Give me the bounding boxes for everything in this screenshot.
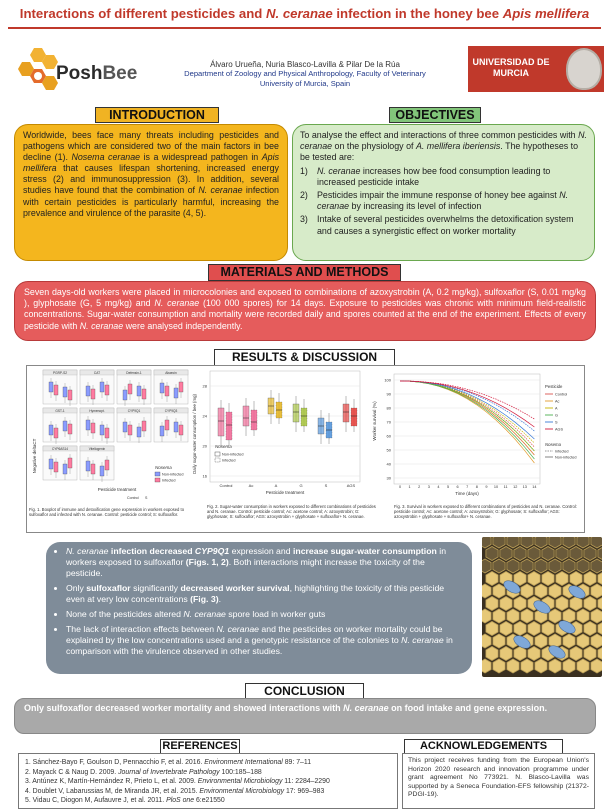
fig1-box (137, 427, 141, 437)
objective-number: 2) (300, 190, 308, 201)
fig1-box (105, 460, 109, 470)
comb-cell (577, 659, 589, 673)
comb-cell (549, 584, 561, 598)
fig1-panel-title: Abaecin (165, 370, 177, 375)
findings-box (46, 542, 472, 674)
fig1-y-axis-label: Negative deltaCT (32, 438, 37, 474)
comb-cell (549, 559, 561, 573)
fig3-y-tick: 40 (386, 461, 391, 467)
fig1-panel-title: Defensin-1 (126, 370, 142, 375)
fig3-legend-infected: Infected (555, 449, 569, 454)
introduction-text: Worldwide, bees face many threats including pesticides and pathogens which are considered two of the main factors in bee decline (1). Nosema ceranae is a widespread pathogen in Apis mellifera that causes lifespan shortening, increased energy stress (2) and immunosuppression (3). In addition, several studies have found that the combination of N. ceranae infection with certain pesticides is particularly harmful, increasing the prevalence and virulence of the parasite (4, 5). (23, 130, 280, 218)
comb-cell (535, 584, 547, 598)
fig1-box (86, 420, 90, 430)
fig1-panel (80, 446, 114, 482)
fig1-caption: Fig. 1. Boxplot of immune and detoxification gene expression in workers exposed to sulfoxaflor and infected with N. ceranae. Control: pesticide control; S: sulfoxaflor. (29, 507, 185, 517)
fig2-x-tick: Ac (248, 483, 254, 488)
fig1-box (174, 388, 178, 398)
comb-cell (521, 659, 533, 673)
comb-cell (542, 547, 554, 561)
conclusion-pathogen: N. ceranae (343, 703, 389, 713)
fig1-box (179, 425, 183, 435)
finding-item: • Only sulfoxaflor significantly decreased worker survival, highlighting the toxicity of this pesticide even at very low concentrations (Fig. 3). (66, 583, 462, 605)
methods-heading: MATERIALS AND METHODS (208, 264, 401, 281)
fig3-x-axis-label: Time (days) (455, 491, 479, 496)
fig1-box (128, 384, 132, 394)
figures-svg (27, 366, 584, 532)
comb-cell (584, 647, 596, 661)
fig2-y-tick: 16 (202, 473, 207, 479)
fig1-panel-title: CYP9Q1 (127, 408, 141, 413)
poshbee-wordmark: PoshBee (56, 63, 138, 84)
fig3-x-tick: 10 (493, 485, 499, 489)
fig1-box (105, 428, 109, 438)
fig1-panel (117, 370, 151, 406)
fig3-x-tick: 0 (398, 485, 402, 489)
comb-cell (507, 609, 519, 623)
comb-cell (521, 559, 533, 573)
comb-cell (598, 597, 602, 611)
fig3-legend-label: G (555, 413, 558, 418)
fig3-y-tick: 90 (386, 391, 391, 397)
hexagon-cluster-icon (18, 48, 58, 90)
fig1-box (54, 428, 58, 438)
comb-cell (486, 622, 498, 636)
comb-cell (493, 659, 505, 673)
fig3-x-tick: 12 (513, 485, 518, 489)
fig2-x-tick: A (274, 483, 278, 488)
introduction-box (14, 124, 288, 261)
comb-cell (570, 572, 582, 586)
fig2-y-tick: 28 (202, 383, 207, 389)
fig3-x-tick: 14 (532, 485, 537, 489)
fig3-y-tick: 80 (386, 405, 391, 411)
fig1-box (49, 425, 53, 435)
fig1-panel-title: CYP9Q3 (164, 408, 178, 413)
fig1-box (105, 385, 109, 395)
comb-cell (535, 559, 547, 573)
fig3-x-tick: 3 (427, 485, 430, 489)
fig3-y-tick: 30 (386, 475, 391, 481)
comb-cell (493, 537, 505, 548)
fig1-box (174, 422, 178, 432)
comb-cell (528, 622, 540, 636)
comb-cell (521, 584, 533, 598)
comb-cell (598, 572, 602, 586)
comb-cell (563, 537, 575, 548)
fig3-x-tick: 4 (437, 485, 440, 489)
fig1-box (100, 425, 104, 435)
objectives-list (300, 166, 587, 237)
comb-cell (556, 572, 568, 586)
fig1-box (86, 461, 90, 471)
comb-cell (493, 634, 505, 648)
comb-cell (493, 584, 505, 598)
comb-cell (598, 622, 602, 636)
comb-cell (598, 547, 602, 561)
fig1-box (63, 387, 67, 397)
comb-cell (528, 547, 540, 561)
comb-cell (535, 634, 547, 648)
objectives-box (292, 124, 595, 261)
comb-cell (584, 547, 596, 561)
objective-item (300, 214, 587, 236)
comb-cell (486, 572, 498, 586)
fig3-legend-label: AGS (555, 427, 564, 432)
results-figures (26, 365, 585, 533)
reference-item: 1. Sánchez-Bayo F, Goulson D, Pennacchio F, et al. 2016. Environment International 89: 7–11 (25, 759, 312, 766)
comb-cell (514, 622, 526, 636)
comb-cell (486, 647, 498, 661)
finding-item: • N. ceranae infection decreased CYP9Q1 expression and increase sugar-water consumption in workers exposed to sulfoxaflor (Figs. 1, 2). Both interactions might increase the toxicity of the pesticide. (66, 546, 462, 579)
fig3-legend-label: Ac (555, 399, 560, 404)
fig1-legend-non-infected: Non-infected (162, 472, 184, 477)
references-list (18, 753, 398, 809)
fig1-panel-title: GST-1 (55, 408, 65, 413)
methods-box (14, 281, 596, 341)
acknowledgements-text: This project receives funding from the European Union's Horizon 2020 research and innovation programme under grant agreement No 773921. N. Blasco-Lavilla was supported by a Seneca Foundation-EFS fellowship (21372-PDGI-19). (402, 753, 595, 809)
objectives-heading: OBJECTIVES (389, 107, 481, 123)
results-heading: RESULTS & DISCUSSION (214, 349, 395, 366)
fig3-legend-non-infected: Non-infected (555, 455, 577, 460)
fig1-legend (155, 472, 184, 483)
comb-cell (584, 622, 596, 636)
fig1-box (54, 385, 58, 395)
poster-title: Interactions of different pesticides and N. ceranae infection in the honey bee Apis mellifera (19, 6, 590, 21)
comb-cell (591, 634, 602, 648)
conclusion-heading: CONCLUSION (245, 683, 364, 699)
objectives-lead: To analyse the effect and interactions of three common pesticides with N. ceranae on the physiology of A. mellifera iberiensis. The hypotheses to be tested are: (300, 130, 587, 163)
fig3-legend-title: Pesticide (545, 384, 563, 389)
fig1-panel-title: CYP6AS14 (51, 446, 69, 451)
fig1-panel (80, 370, 114, 405)
fig1-box (63, 421, 67, 431)
fig1-box (54, 462, 58, 472)
fig2-legend-non-infected: Non-infected (222, 452, 244, 457)
fig2-x-axis-label: Pesticide treatment (265, 490, 305, 495)
introduction-heading: INTRODUCTION (95, 107, 219, 123)
fig3-x-tick: 11 (503, 485, 508, 489)
comb-cell (482, 659, 491, 673)
fig3-x-tick: 8 (475, 485, 478, 489)
fig3-legend-label: S (555, 420, 558, 425)
comb-cell (577, 609, 589, 623)
fig3-legend2-title: Nosema (545, 442, 562, 447)
comb-cell (535, 537, 547, 548)
figure-3-survival-curves (372, 374, 582, 531)
comb-cell (570, 597, 582, 611)
fig1-box (68, 424, 72, 434)
comb-cell (598, 647, 602, 661)
fig1-panel-title: CAT (93, 370, 101, 375)
conclusion-box (14, 698, 596, 734)
comb-cell (521, 609, 533, 623)
findings-list (56, 546, 462, 657)
comb-cell (549, 609, 561, 623)
fig1-legend-title: Nosema (155, 465, 172, 470)
fig1-box (100, 466, 104, 476)
university-name: UNIVERSIDAD DE MURCIA (472, 57, 550, 78)
fig2-box (301, 408, 307, 426)
fig3-x-tick: 9 (485, 485, 488, 489)
comb-cell (507, 537, 519, 548)
fig2-box (351, 408, 357, 426)
fig2-box (243, 406, 249, 426)
fig1-box (123, 390, 127, 400)
conclusion-text-b: on food intake and gene expression. (388, 703, 548, 713)
fig1-box (100, 382, 104, 392)
comb-cell (577, 537, 589, 548)
comb-cell (563, 659, 575, 673)
fig1-box (142, 389, 146, 399)
objective-text: Pesticides impair the immune response of honey bee against N. ceranae by increasing its level of infection (317, 190, 569, 212)
fig3-legend-label: A (555, 406, 558, 411)
fig2-y-tick: 20 (202, 443, 207, 449)
fig2-legend-infected: Infected (222, 458, 236, 463)
comb-cell (584, 572, 596, 586)
fig1-panel (43, 446, 77, 480)
affiliation-dept: Department of Zoology and Physical Anthropology, Faculty of Veterinary (184, 69, 426, 79)
fig1-box (49, 459, 53, 469)
fig3-x-tick: 13 (522, 485, 527, 489)
comb-cell (493, 559, 505, 573)
fig1-x-axis-label: Pesticide treatment (97, 487, 137, 492)
fig2-box (226, 412, 232, 440)
fig1-tick-label: S (145, 496, 148, 500)
fig3-y-axis-label: Worker survival (%) (372, 401, 377, 441)
fig3-x-tick: 7 (466, 485, 469, 489)
comb-cell (577, 634, 589, 648)
comb-cell (500, 647, 512, 661)
honeycomb-image (482, 537, 602, 677)
fig2-legend-title: Nosema (215, 444, 232, 449)
comb-cell (486, 597, 498, 611)
finding-item: • None of the pesticides altered N. ceranae spore load in worker guts (66, 609, 462, 620)
fig3-legend-label: Control (555, 392, 568, 397)
fig2-box (218, 408, 224, 436)
comb-cell (482, 537, 491, 548)
comb-cell (482, 609, 491, 623)
fig1-panel (43, 370, 77, 406)
comb-cell (591, 609, 602, 623)
comb-cell (584, 597, 596, 611)
comb-cell (500, 547, 512, 561)
comb-cell (591, 559, 602, 573)
fig1-box (91, 423, 95, 433)
acknowledgements-heading: ACKNOWLEDGEMENTS (404, 739, 563, 754)
fig3-y-tick: 60 (386, 433, 391, 439)
comb-cell (563, 634, 575, 648)
fig1-box (128, 425, 132, 435)
fig1-box (123, 422, 127, 432)
figure-2-consumption-boxplot (192, 371, 377, 531)
comb-cell (500, 622, 512, 636)
comb-cell (542, 572, 554, 586)
fig3-y-tick: 50 (386, 447, 391, 453)
comb-cell (570, 647, 582, 661)
fig3-y-tick: 100 (384, 377, 391, 383)
comb-cell (549, 659, 561, 673)
comb-cell (482, 584, 491, 598)
fig1-panel (43, 408, 77, 444)
fig1-box (68, 390, 72, 400)
fig1-box (160, 383, 164, 393)
affiliation-uni: University of Murcia, Spain (259, 78, 351, 88)
comb-cell (514, 597, 526, 611)
fig1-legend-infected: Infected (162, 478, 176, 483)
fig1-box (179, 382, 183, 392)
title-divider (8, 27, 601, 29)
fig1-box (86, 386, 90, 396)
reference-item: 2. Mayack C & Naug D. 2009. Journal of Invertebrate Pathology 100:185–188 (25, 768, 262, 776)
comb-cell (486, 547, 498, 561)
fig1-panel-title: PGRP-S2 (53, 370, 67, 375)
comb-cell (556, 547, 568, 561)
comb-cell (591, 659, 602, 673)
objective-text: N. ceranae increases how bee food consumption leading to increased pesticide intake (317, 165, 551, 187)
fig1-panel-title: Vitellogenin (88, 446, 106, 451)
methods-text: Seven days-old workers were placed in microcolonies and exposed to combinations of azoxystrobin (A, 0.2 mg/kg), sulfoxaflor (S, 0.01 mg/kg ), glyphosate (G, 5 mg/kg) and N. ceranae (100 000 spores) for 14 days. Exposure to pesticides was chronic with minimum field-realistic concentrations. Sugar-water consumption and mortality were recorded daily and spores counted at the end of the experiment. Effects of every pesticide with N. ceranae were analysed independently. (24, 287, 586, 331)
fig2-box (293, 404, 299, 422)
fig1-panel-title: Hymenopt. (89, 408, 105, 413)
finding-item: • The lack of interaction effects between N. ceranae and the pesticides on worker mortality could be explained by the low concentrations used and a genotypic resistance of the colonies to N. ceranae in comparison with the virulence observed in other studies. (66, 624, 462, 657)
fig3-x-tick: 6 (456, 485, 459, 489)
comb-cell (556, 597, 568, 611)
comb-cell (521, 537, 533, 548)
figure-1-boxplot-grid (29, 370, 199, 531)
fig1-box (91, 389, 95, 399)
fig3-x-tick: 1 (408, 485, 411, 489)
comb-cell (507, 559, 519, 573)
fig1-box (137, 386, 141, 396)
comb-cell (528, 572, 540, 586)
fig1-panel (154, 408, 188, 442)
comb-cell (570, 547, 582, 561)
comb-cell (493, 609, 505, 623)
comb-cell (535, 659, 547, 673)
fig2-x-tick: AGS (346, 483, 356, 488)
reference-item: 5. Vidau C, Diogon M, Aufauvre J, et al. 2011. PloS one 6:e21550 (25, 797, 225, 805)
authors-block (155, 60, 455, 88)
fig3-caption: Fig. 3. Survival in workers exposed to different combinations of pesticides and N. ceranae. Control: pesticide control; Ac: acetone control; A: azoxystrobin; G: glyphosate; S: sulfoxaflor; AGS: azoxystrobin + glyphosate + sulfoxaflor+ N. ceranae. (394, 504, 577, 519)
objective-number: 1) (300, 165, 308, 176)
fig1-box (160, 426, 164, 436)
fig1-box (165, 386, 169, 396)
fig3-x-tick: 5 (446, 485, 450, 489)
objective-item (300, 166, 587, 188)
fig1-box (49, 382, 53, 392)
fig1-box (63, 464, 67, 474)
fig1-panel (117, 408, 151, 443)
university-seal-icon (566, 48, 602, 90)
references-heading: REFERENCES (160, 739, 240, 754)
fig3-x-tick: 2 (418, 485, 421, 489)
fig2-caption: Fig. 2. Sugar-water consumption in workers exposed to different combinations of pesticides and N. ceranae. Control: pesticide control; Ac: acetone control; A: azoxystrobin; G: glyphosate; S: sulfoxaflor; AGS: azoxystrobin + glyphosate + sulfoxaflor+ N. ceranae. (207, 504, 376, 519)
objective-item (300, 190, 587, 212)
fig1-box (68, 458, 72, 468)
fig1-box (91, 464, 95, 474)
comb-cell (563, 559, 575, 573)
comb-cell (514, 647, 526, 661)
fig1-tick-label: Control (127, 496, 139, 500)
comb-cell (507, 659, 519, 673)
reference-item: 3. Antúnez K, Martín-Hernández R, Prieto L, et al. 2009. Environmental Microbiology 11: 2284–2290 (25, 778, 330, 786)
honeybee-comb-photo (482, 537, 602, 677)
comb-cell (482, 559, 491, 573)
comb-cell (514, 547, 526, 561)
fig1-panel (80, 408, 114, 444)
fig3-y-tick: 70 (386, 419, 391, 425)
fig2-box (343, 404, 349, 422)
comb-cell (528, 647, 540, 661)
comb-cell (591, 584, 602, 598)
objective-number: 3) (300, 214, 308, 225)
fig1-box (142, 421, 146, 431)
comb-cell (577, 559, 589, 573)
comb-cell (482, 634, 491, 648)
author-names: Álvaro Urueña, Nuria Blasco-Lavilla & Pilar De la Rúa (210, 60, 400, 69)
fig1-box (165, 420, 169, 430)
objective-text: Intake of several pesticides overwhelms the detoxification system and causes a synergistic effect on worker mortality (317, 214, 574, 236)
comb-cell (542, 622, 554, 636)
fig2-x-tick: S (324, 483, 328, 488)
reference-item: 4. Doublet V, Labarussias M, de Miranda JR, et al. 2015. Environmental Microbiology 17: 969–983 (25, 787, 325, 795)
fig2-y-axis-label: Daily sugar-water consumption / bee (mg) (192, 394, 197, 474)
conclusion-text-a: Only sulfoxaflor decreased worker mortality and showed interactions with (24, 703, 344, 713)
comb-cell (549, 537, 561, 548)
comb-cell (591, 537, 602, 548)
fig2-x-tick: Control (219, 483, 233, 488)
fig2-y-tick: 24 (202, 413, 207, 419)
fig2-x-tick: G (299, 483, 303, 488)
comb-cell (500, 597, 512, 611)
fig2-box (251, 410, 257, 430)
fig1-panel (154, 370, 188, 404)
